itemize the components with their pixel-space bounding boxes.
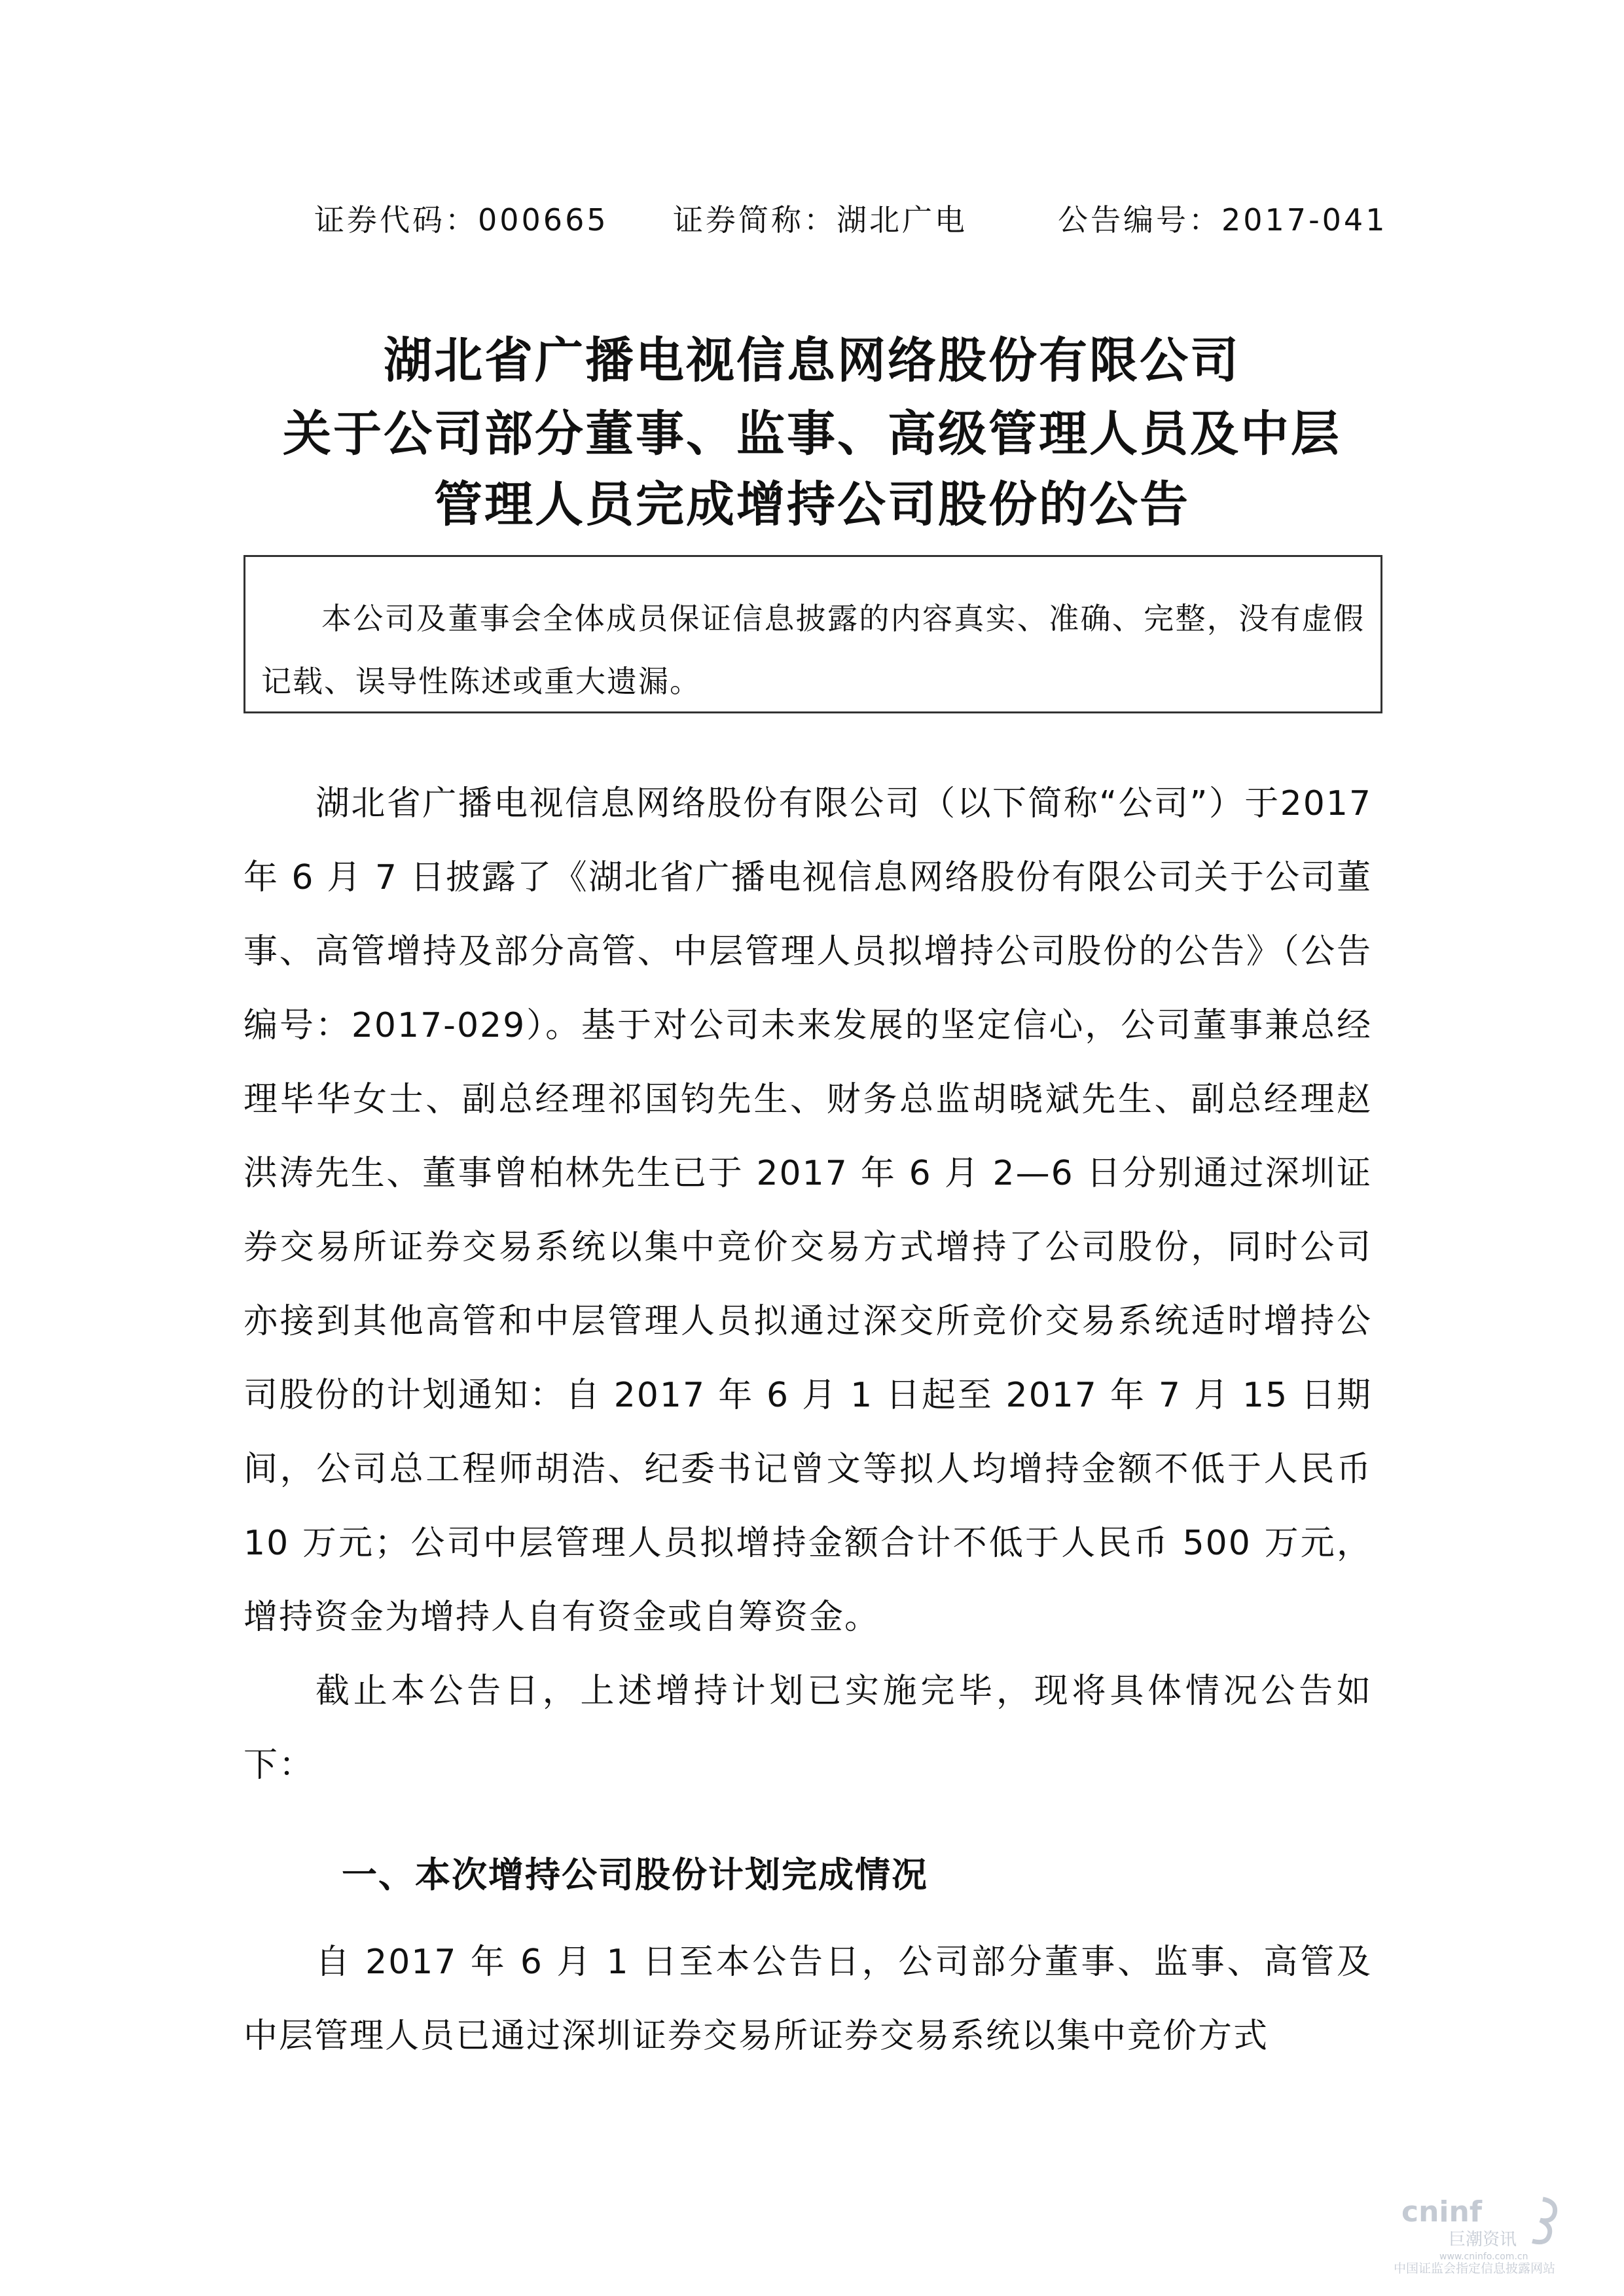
watermark-brand: cninf xyxy=(1401,2195,1482,2229)
watermark-emblem-icon xyxy=(1532,2199,1555,2242)
section-1-title: 一、本次增持公司股份计划完成情况 xyxy=(342,1854,928,1895)
section-1-body xyxy=(244,1926,1372,2073)
title-line-2: 关于公司部分董事、监事、高级管理人员及中层 xyxy=(283,406,1341,462)
main-body xyxy=(244,767,1372,1803)
watermark-slogan: 中国证监会指定信息披露网站 xyxy=(1394,2261,1556,2276)
stock-name: 证券简称：湖北广电 xyxy=(673,202,967,238)
disclosure-notice-text: 本公司及董事会全体成员保证信息披露的内容真实、准确、完整，没有虚假记载、误导性陈述或重大遗漏。 xyxy=(261,601,1365,699)
announcement-number: 公告编号：2017-041 xyxy=(1058,202,1388,238)
paragraph-2: 截止本公告日，上述增持计划已实施完毕，现将具体情况公告如下： xyxy=(244,1672,1372,1785)
watermark-cn-name: 巨潮资讯 xyxy=(1449,2230,1517,2250)
disclosure-notice-box xyxy=(244,555,1382,713)
stock-code: 证券代码：000665 xyxy=(314,202,609,238)
title-line-3: 管理人员完成增持公司股份的公告 xyxy=(434,476,1190,533)
cninfo-watermark-logo xyxy=(1388,2191,1585,2276)
title-line-1: 湖北省广播电视信息网络股份有限公司 xyxy=(384,332,1240,389)
watermark-url: www.cninfo.com.cn xyxy=(1439,2251,1528,2262)
paragraph-1: 湖北省广播电视信息网络股份有限公司（以下简称“公司”）于2017 年 6 月 7 日披露了《湖北省广播电视信息网络股份有限公司关于公司董事、高管增持及部分高管、中层管理人员拟增持公司股份的公告》（公告编号：2017-029）。基于对公司未来发展的坚定信心，公司董事兼总经理毕华女士、副总经理祁国钧先生、财务总监胡晓斌先生、副总经理赵洪涛先生、董事曾柏林先生已于 2017 年 6 月 2—6 日分别通过深圳证券交易所证券交易系统以集中竞价交易方式增持了公司股份，同时公司亦接到其他高管和中层管理人员拟通过深交所竞价交易系统适时增持公司股份的计划通知：自 2017 年 6 月 1 日起至 2017 年 7 月 15 日期间，公司总工程师胡浩、纪委书记曾文等拟人均增持金额不低于人民币 10 万元；公司中层管理人员拟增持金额合计不低于人民币 500 万元，增持资金为增持人自有资金或自筹资金。 xyxy=(244,784,1372,1637)
announcement-header xyxy=(0,196,1624,242)
section-1-paragraph: 自 2017 年 6 月 1 日至本公告日，公司部分董事、监事、高管及中层管理人员已通过深圳证券交易所证券交易系统以集中竞价方式 xyxy=(244,1943,1372,2056)
